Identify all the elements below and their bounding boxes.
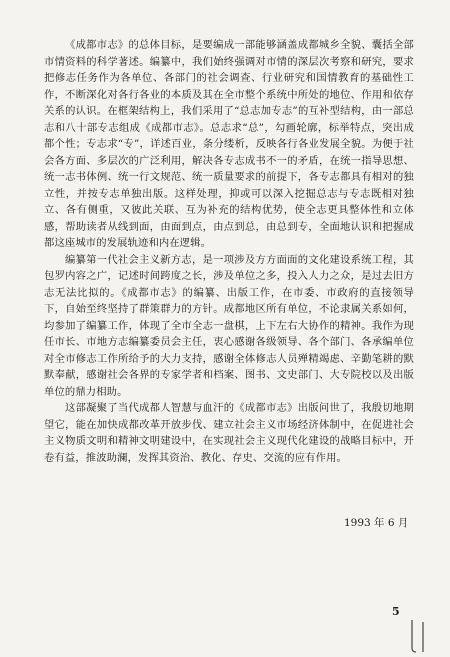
paragraph-publication-hope: 这部凝聚了当代成都人智慧与血汗的《成都市志》出版问世了，我殷切地期望它，能在加快成都改革开放步伐、建立社会主义市场经济体制中，在促进社会主义物质文明和精神文明建设中，在实现社会主义现代化建设的战略目标中，开卷有益，推波助澜，发挥其资治、教化、存史、交流的应有作用。 — [44, 402, 414, 464]
paragraph-overall-goal: 《成都市志》的总体目标，是要编成一部能够涵盖成都城乡全貌、囊括全部市情资料的科学著述。编纂中，我们始终强调对市情的深层次考察和研究，要求把修志任务作为各单位、各部门的社会调查、行业研究和国情教育的基础性工作，不断深化对各行各业的本质及其在全市整个系统中所处的地位、作用和依存关系的认识。在框架结构上，我们采用了“总志加专志”的互补型结构，由一部总志和八十部专志组成《成都市志》。总志求“总”，勾画轮廓，标举特点，突出成都个性；专志求“专”，详述百业，条分缕析，反映各行各业发展全貌。为便于社会各方面、多层次的广泛利用，解决各专志成书不一的矛盾，在统一指导思想、统一志书体例、统一行文规范、统一质量要求的前提下，各专志都具有相对的独立性，并按专志单独出版。这样处理，抑或可以深入挖掘总志与专志既相对独立、各有侧重，又彼此关联、互为补充的结构优势，使全志更具整体性和立体感，帮助读者从线到面，由面到点，由点到总，由总到专，全面地认识和把握成都这座城市的发展轨迹和内在逻辑。 — [44, 39, 414, 249]
binding-mark-icon — [408, 618, 430, 654]
page-number: 5 — [392, 605, 400, 618]
signature-date: 1993 年 6 月 — [344, 517, 409, 529]
body-text — [44, 37, 414, 466]
paragraph-compilation-work: 编纂第一代社会主义新方志，是一项涉及方方面面的文化建设系统工程，其包罗内容之广，记述时间跨度之长，涉及单位之多，投入人力之众，是过去旧方志无法比拟的。《成都市志》的编纂、出版工作，在市委、市政府的直接领导下，自始至终坚持了群策群力的方针。成都地区所有单位，不论隶属关系如何，均参加了编纂工作，体现了全市全志一盘棋，上下左右大协作的精神。我作为现任市长、市地方志编纂委员会主任，衷心感谢各级领导、各个部门、各承编单位对全市修志工作所给予的大力支持，感谢全体修志人员殚精竭虑、辛勤笔耕的默默奉献，感谢社会各界的专家学者和档案、图书、文史部门、大专院校以及出版单位的鼎力相助。 — [44, 253, 414, 398]
